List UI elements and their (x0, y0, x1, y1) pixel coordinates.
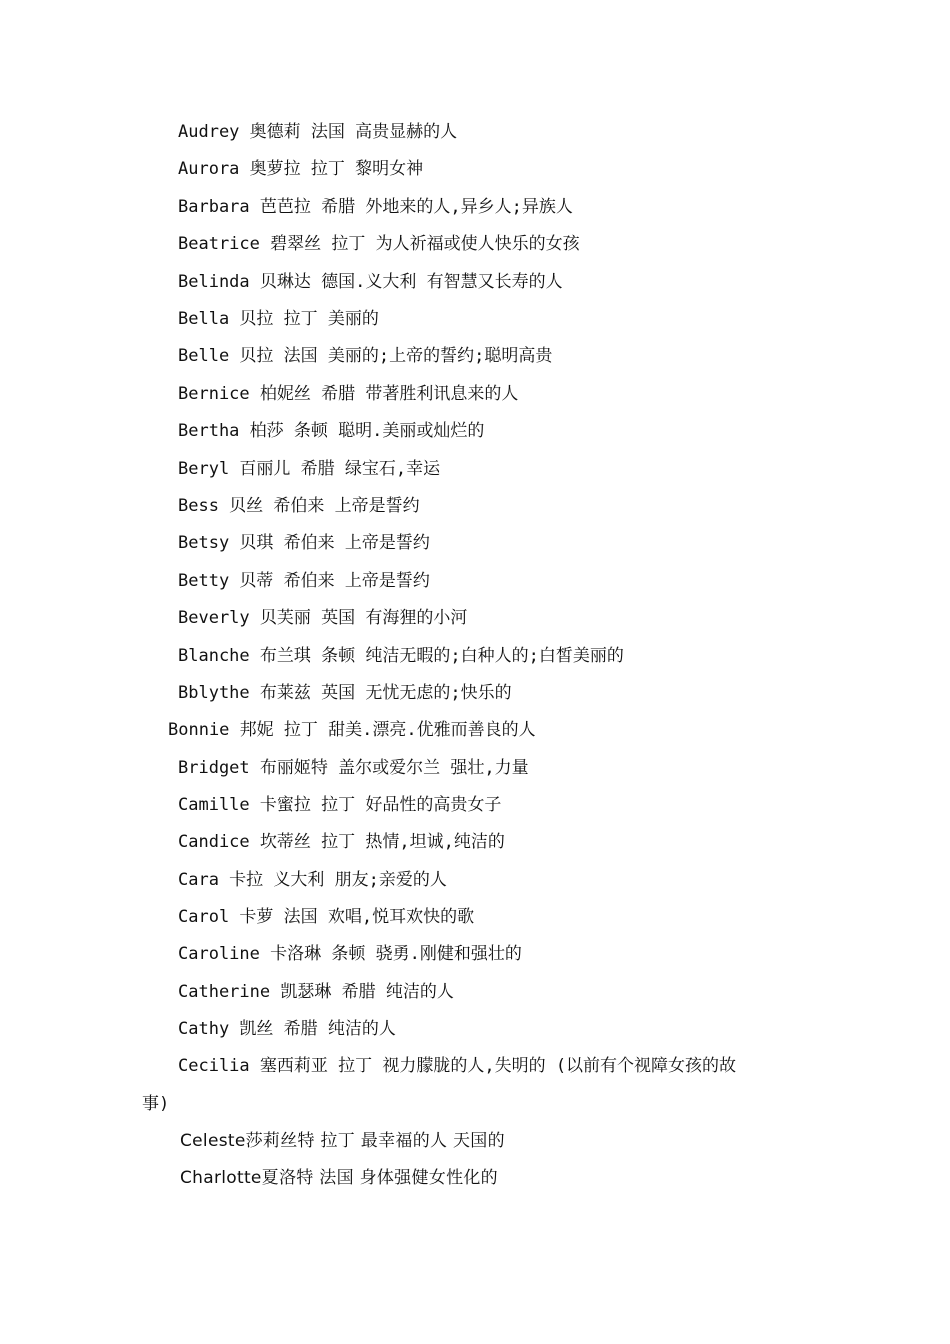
entry-cecilia: Cecilia 塞西莉亚 拉丁 视力朦胧的人,失明的 (以前有个视障女孩的故 (178, 1056, 737, 1076)
entry-bertha: Bertha 柏莎 条顿 聪明.美丽或灿烂的 (178, 421, 485, 441)
entry-betsy: Betsy 贝琪 希伯来 上帝是誓约 (178, 533, 430, 553)
entry-bridget: Bridget 布丽姬特 盖尔或爱尔兰 强壮,力量 (178, 758, 529, 778)
entry-celeste: Celeste莎莉丝特 拉丁 最幸福的人 天国的 (180, 1131, 505, 1151)
entry-bess: Bess 贝丝 希伯来 上帝是誓约 (178, 496, 420, 516)
entry-bblythe: Bblythe 布莱兹 英国 无忧无虑的;快乐的 (178, 683, 512, 703)
entry-beatrice: Beatrice 碧翠丝 拉丁 为人祈福或使人快乐的女孩 (178, 234, 580, 254)
entry-barbara: Barbara 芭芭拉 希腊 外地来的人,异乡人;异族人 (178, 197, 573, 217)
entry-aurora: Aurora 奥萝拉 拉丁 黎明女神 (178, 159, 424, 179)
entry-belle: Belle 贝拉 法国 美丽的;上帝的誓约;聪明高贵 (178, 346, 553, 366)
entry-cara: Cara 卡拉 义大利 朋友;亲爱的人 (178, 870, 447, 890)
entry-bella: Bella 贝拉 拉丁 美丽的 (178, 309, 379, 329)
entry-candice: Candice 坎蒂丝 拉丁 热情,坦诚,纯洁的 (178, 832, 505, 852)
entry-charlotte: Charlotte夏洛特 法国 身体强健女性化的 (180, 1168, 498, 1188)
entry-cathy: Cathy 凯丝 希腊 纯洁的人 (178, 1019, 396, 1039)
entry-audrey: Audrey 奥德莉 法国 高贵显赫的人 (178, 122, 458, 142)
entry-bernice: Bernice 柏妮丝 希腊 带著胜利讯息来的人 (178, 384, 519, 404)
entry-carol: Carol 卡萝 法国 欢唱,悦耳欢快的歌 (178, 907, 475, 927)
entry-cecilia-continuation: 事) (142, 1094, 170, 1114)
entry-bonnie: Bonnie 邦妮 拉丁 甜美.漂亮.优雅而善良的人 (168, 720, 536, 740)
entry-camille: Camille 卡蜜拉 拉丁 好品性的高贵女子 (178, 795, 502, 815)
entry-belinda: Belinda 贝琳达 德国.义大利 有智慧又长寿的人 (178, 272, 563, 292)
entry-beverly: Beverly 贝芙丽 英国 有海狸的小河 (178, 608, 468, 628)
entry-betty: Betty 贝蒂 希伯来 上帝是誓约 (178, 571, 430, 591)
entry-catherine: Catherine 凯瑟琳 希腊 纯洁的人 (178, 982, 454, 1002)
entry-beryl: Beryl 百丽儿 希腊 绿宝石,幸运 (178, 459, 441, 479)
entry-caroline: Caroline 卡洛琳 条顿 骁勇.刚健和强壮的 (178, 944, 522, 964)
entry-blanche: Blanche 布兰琪 条顿 纯洁无暇的;白种人的;白皙美丽的 (178, 646, 624, 666)
